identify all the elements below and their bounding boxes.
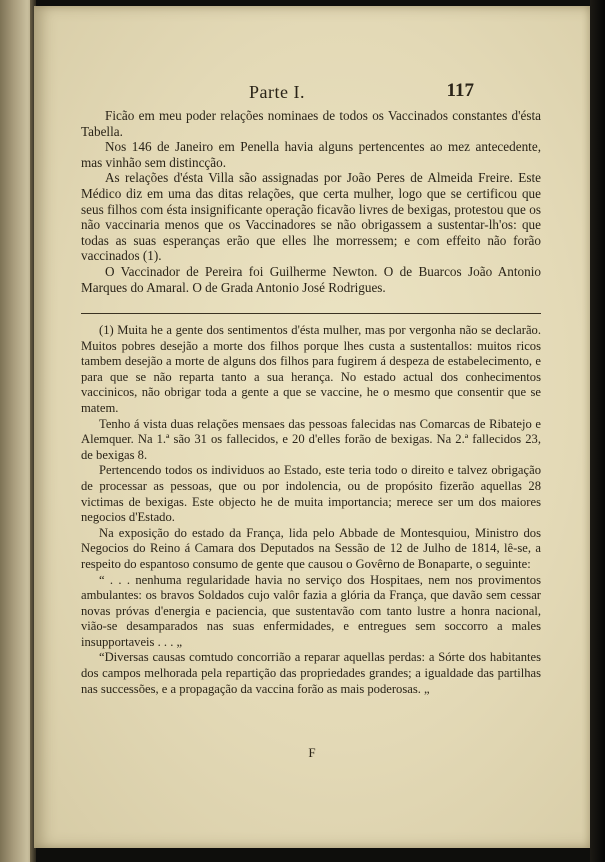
page-header <box>34 78 590 108</box>
book-page <box>34 6 590 848</box>
footnote-paragraph: “Diversas causas comtudo concorrião a reparar aquellas perdas: a Sórte dos habitantes dos campos melhorada pela repartição das propriedades grandes; a igualdade das partilhas nas successões, e a propagação da vaccina forão as mais poderosas. „ <box>81 650 541 696</box>
main-text <box>81 108 541 295</box>
footnote-divider <box>81 313 541 314</box>
footnote-paragraph: “ . . . nenhuma regularidade havia no serviço dos Hospitaes, nem nos provimentos ambulantes: os bravos Soldados cujo valôr fazia a glória da França, que davão sem cessar novas próvas d'energia e paciencia, que sustentavão com tanto lustre a honra nacional, vião-se desamparados nas suas enfermidades, e entregues sem soccorro a males insupportaveis . . . „ <box>81 572 541 649</box>
paragraph: Ficão em meu poder relações nominaes de todos os Vaccinados constantes d'ésta Tabella. <box>81 108 541 139</box>
footnote-paragraph: (1) Muita he a gente dos sentimentos d'ésta mulher, mas por vergonha não se declarão. Muitos pobres desejão a morte dos filhos porque lhes custa a sustentallos: muitos ricos tambem desejão a morte de alguns dos filhos para fugirem á despeza de estabelecimento, e para que se não reparta tanto a sua herança. No estado actual dos conhecimentos vaccinicos, não obrigar toda a gente a que se vaccine, he o mesmo que consentir que se matem. <box>81 323 541 415</box>
footnote-paragraph: Na exposição do estado da França, lida pelo Abbade de Montesquiou, Ministro dos Negocios do Reino á Camara dos Deputados na Sessão de 12 de Julho de 1814, lê-se, a respeito do espantoso consumo de gente que causou o Govêrno de Bonaparte, o seguinte: <box>81 525 541 571</box>
paragraph: Nos 146 de Janeiro em Penella havia alguns pertencentes ao mez antecedente, mas vinhão sem distincção. <box>81 139 541 170</box>
paragraph: O Vaccinador de Pereira foi Guilherme Newton. O de Buarcos João Antonio Marques do Amaral. O de Grada Antonio José Rodrigues. <box>81 263 541 295</box>
signature-mark: F <box>308 745 316 760</box>
footnote-text <box>81 323 541 697</box>
footnote-paragraph: Pertencendo todos os individuos ao Estado, este teria todo o direito e talvez obrigação de processar as pessoas, que ou por indolencia, ou de propósito fizerão aquellas 28 victimas de bexigas. Este objecto he de muita importancia; merece ser um dos maiores negocios d'Estado. <box>81 463 541 525</box>
footnote-paragraph: Tenho á vista duas relações mensaes das pessoas falecidas nas Comarcas de Ribatejo e Alemquer. Na 1.ª são 31 os fallecidos, e 20 d'elles forão de bexigas. Na 2.ª fallecidos 23, de bexigas 8. <box>81 416 541 462</box>
page-shadow <box>590 0 605 862</box>
paragraph: As relações d'ésta Villa são assignadas por João Peres de Almeida Freire. Este Médico diz em uma das ditas relações, que certa mulher, logo que se certificou que seus filhos com ésta insignificante operação ficavão livres de bexigas, protestou que os não vaccinaria menos que os Vaccinadores se não obrigassem a sustentar-lh'os: que todas as suas esperanças erão que elles lhe morressem; e com effeito não forão vaccinados (1). <box>81 170 541 264</box>
page-number: 117 <box>446 80 474 101</box>
facing-page-edge <box>0 0 34 862</box>
running-head: Parte I. <box>249 82 305 102</box>
